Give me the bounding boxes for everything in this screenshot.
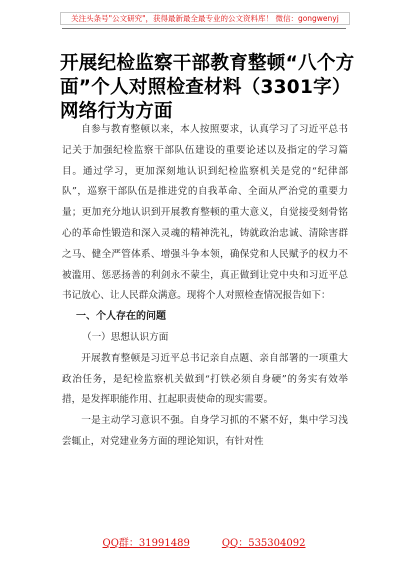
subsection-heading: （一）思想认识方面	[82, 331, 169, 343]
header-banner: 关注头条号"公文研究"，获得最新最全最专业的公文资料库！ 微信：gongwenyj	[60, 12, 350, 25]
paragraph-1: 开展教育整顿是习近平总书记亲自点题、亲自部署的一项重大政治任务，是纪检监察机关做到“打铁必须自身硬”的务实有效举措，是发挥职能作用、扛起职责使命的现实需要。	[62, 352, 348, 406]
footer-qq-group[interactable]: QQ群：31991489	[102, 538, 190, 549]
footer-contacts	[0, 534, 408, 549]
paragraph-intro: 自参与教育整顿以来，本人按照要求，认真学习了习近平总书记关于加强纪检监察干部队伍建设的重要论述以及指定的学习篇目。通过学习，更加深刻地认识到纪检监察机关是党的“纪律部队”，巡察干部队伍是推进党的自我革命、全面从严治党的重要力量；更加充分地认识到开展教育整顿的重大意义，自觉接受刻骨铭心的革命性锻造和深入灵魂的精神洗礼，铸就政治忠诚、清除害群之马、健全严管体系、增强斗争本领，确保党和人民赋予的权力不被滥用、惩恶扬善的利剑永不蒙尘，真正做到让党中央和习近平总书记放心、让人民群众满意。现将个人对照检查情况报告如下：	[62, 124, 348, 302]
paragraph-2: 一是主动学习意识不强。自身学习抓的不紧不好，集中学习浅尝辄止，对党建业务方面的理论知识，有针对性	[62, 415, 348, 447]
document-title: 开展纪检监察干部教育整顿“八个方面”个人对照检查材料（3301字）网络行为方面	[60, 53, 355, 122]
document-body	[62, 120, 348, 453]
section-heading: 一、个人存在的问题	[76, 311, 166, 323]
header-divider	[62, 28, 346, 29]
footer-qq[interactable]: QQ：535304092	[221, 538, 306, 549]
